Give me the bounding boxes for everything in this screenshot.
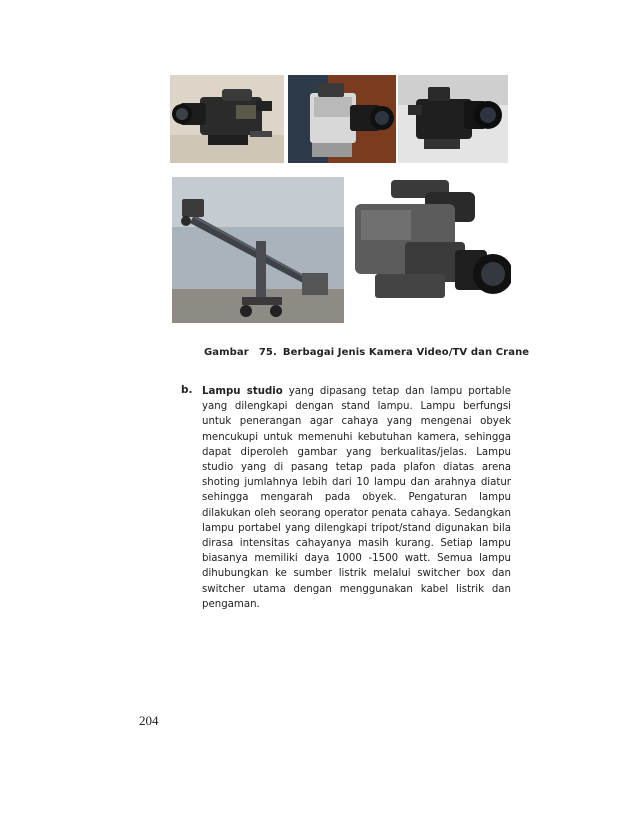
studio-camera-photo — [288, 75, 396, 163]
paragraph-text: yang dipasang tetap dan lampu portable yang dilengkapi dengan stand lampu. Lampu berfungsi untuk penerangan agar cahaya yang mengenai obyek mencukupi untuk memenuhi kebutuhan kamera, sehingga dapat diperoleh gambar yang berkualitas/jelas. Lampu studio yang di pasang tetap pada plafon diatas arena shoting jumlahnya lebih dari 10 lampu dan arahnya diatur sehingga mengarah pada obyek. Pengaturan lampu dilakukan oleh seorang operator penata cahaya. Sedangkan lampu portabel yang dilengkapi tripot/stand digunakan bila dirasa intensitas cahayanya masih kurang. Setiap lampu biasanya memiliki daya 1000 -1500 watt. Semua lampu dihubungkan ke sumber listrik melalui switcher box dan switcher utama dengan menggunakan kabel listrik dan pengaman. — [202, 386, 511, 610]
page-number: 204 — [139, 713, 159, 728]
list-marker: b. — [181, 384, 193, 396]
professional-camcorder-photo — [170, 75, 284, 163]
caption-number: 75. — [258, 347, 277, 358]
caption-prefix: Gambar — [204, 347, 249, 358]
paragraph-lampu-studio — [202, 384, 511, 612]
dark-video-camera-photo — [398, 75, 508, 163]
camera-crane-photo — [172, 177, 344, 323]
broadcast-camera-photo — [345, 178, 511, 316]
figure-caption — [204, 347, 529, 358]
caption-text: Berbagai Jenis Kamera Video/TV dan Crane — [282, 347, 530, 358]
term-lampu-studio: Lampu studio — [202, 386, 283, 397]
